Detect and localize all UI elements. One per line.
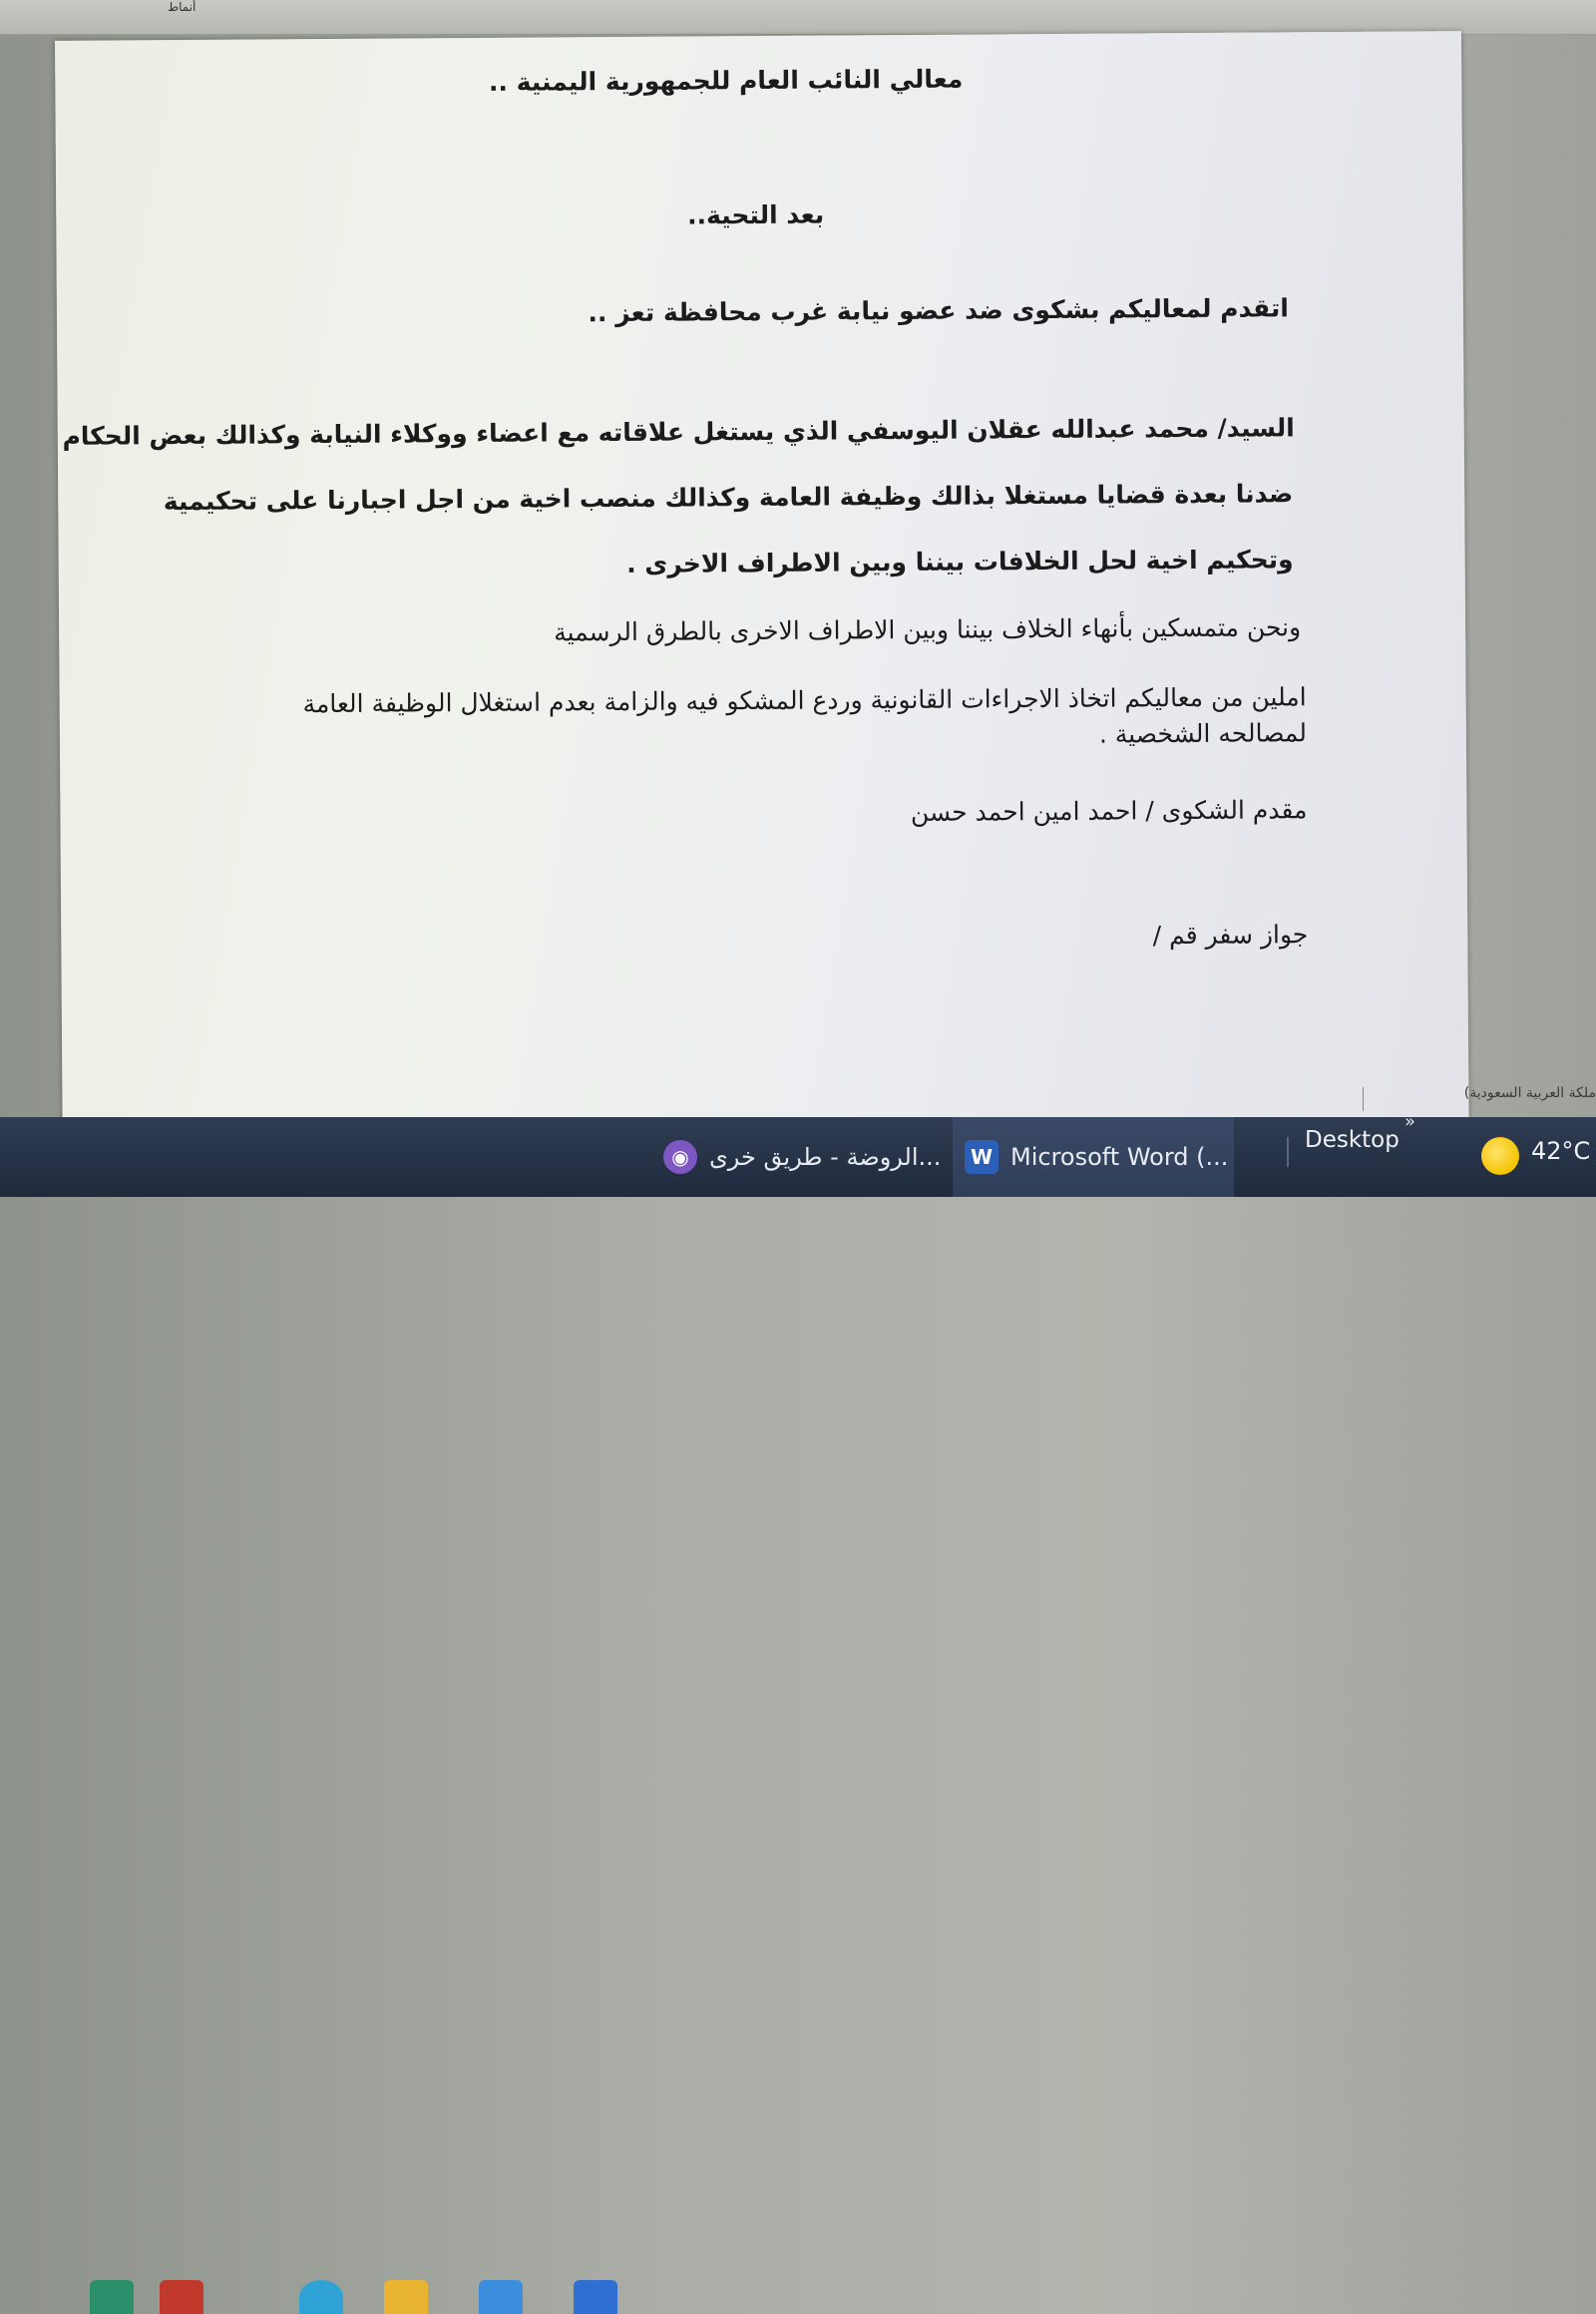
paragraph1-line2: ضدنا بعدة قضايا مستغلا بذالك وظيفة العامة وكذالك منصب اخية من اجل اجبارنا على تحكيمية: [163, 479, 1294, 517]
paragraph3-line1: املين من معاليكم اتخاذ الاجراءات القانونية وردع المشكو فيه والزامة بعدم استغلال الوظيفة العامة: [302, 682, 1307, 719]
language-indicator[interactable]: ملكة العربية السعودية): [1463, 1085, 1596, 1101]
status-bar-language[interactable]: [1367, 1085, 1596, 1115]
addressee-line: معالي النائب العام للجمهورية اليمنية ..: [488, 64, 964, 97]
paragraph1-line3: وتحكيم اخية لحل الخلافات بيننا وبين الاطراف الاخرى .: [626, 545, 1294, 578]
weather-temperature[interactable]: 42°C: [1531, 1137, 1591, 1165]
weather-sun-icon[interactable]: [1481, 1137, 1519, 1175]
ribbon-strip: [0, 0, 1596, 35]
file-explorer-icon[interactable]: [384, 2280, 428, 2314]
taskbar-item-podcast[interactable]: [663, 1117, 941, 1197]
app-icon-2[interactable]: [160, 2280, 203, 2314]
store-icon[interactable]: [479, 2280, 523, 2314]
status-divider: [1363, 1087, 1364, 1111]
intro-line: اتقدم لمعاليكم بشكوى ضد عضو نيابة غرب محافظة تعز ..: [588, 293, 1290, 328]
taskbar-item-word-label: Microsoft Word (...: [1010, 1143, 1229, 1171]
word-icon: W: [965, 1140, 998, 1174]
edge-icon[interactable]: [299, 2280, 343, 2314]
desktop-toolbar-label[interactable]: Desktop: [1305, 1127, 1399, 1153]
greeting-line: بعد التحية..: [686, 199, 825, 230]
chevron-right-icon[interactable]: »: [1404, 1111, 1416, 1132]
styles-group-label[interactable]: أنماط: [168, 0, 197, 14]
taskbar-item-word[interactable]: [953, 1117, 1234, 1197]
document-page[interactable]: [55, 31, 1469, 1128]
passport-line: جواز سفر قم /: [1152, 920, 1309, 951]
paragraph3-line2: لمصالحه الشخصية .: [1098, 718, 1307, 749]
taskbar-separator: [1287, 1137, 1289, 1167]
app-icon-1[interactable]: [90, 2280, 134, 2314]
taskbar-item-podcast-label: الروضة - طريق خرى...: [709, 1143, 942, 1171]
paragraph2-line: ونحن متمسكين بأنهاء الخلاف بيننا وبين الاطراف الاخرى بالطرق الرسمية: [554, 612, 1302, 647]
mail-icon[interactable]: [574, 2280, 617, 2314]
podcast-icon: ◉: [663, 1140, 697, 1174]
paragraph1-line1: السيد/ محمد عبدالله عقلان اليوسفي الذي يستغل علاقاته مع اعضاء ووكلاء النيابة وكذالك بعض الحكام: [62, 413, 1295, 451]
signature-line: مقدم الشكوى / احمد امين احمد حسن: [910, 795, 1308, 827]
